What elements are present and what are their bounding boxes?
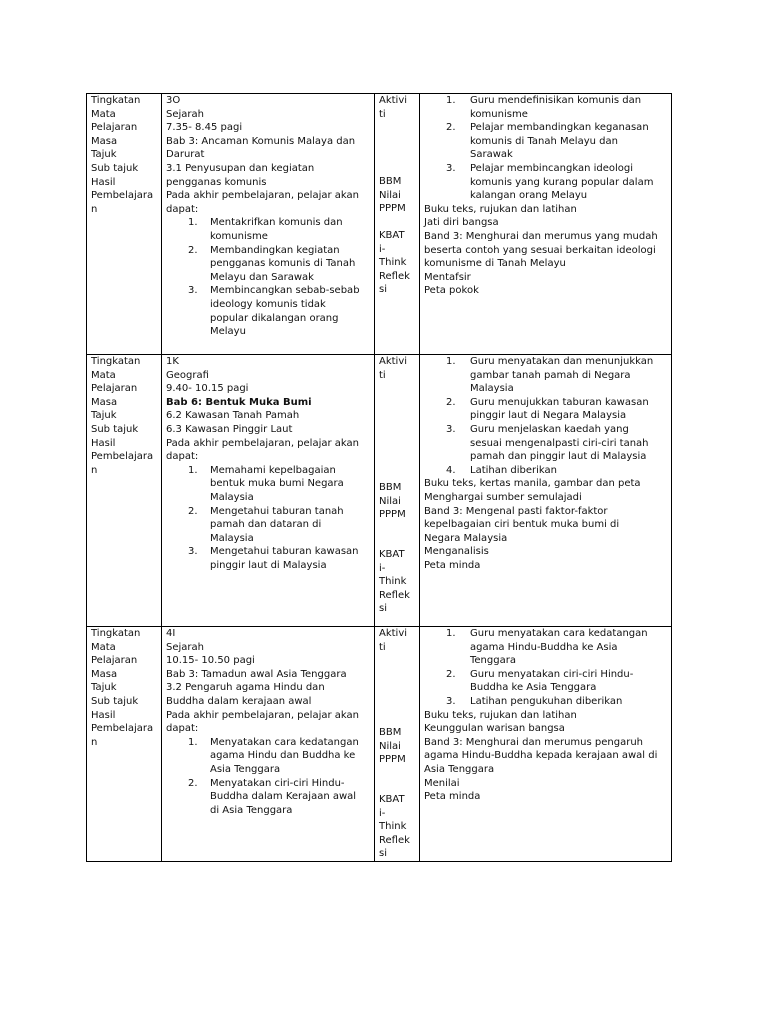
topic-line: Darurat — [166, 149, 205, 161]
row-label: Mata — [91, 369, 116, 381]
resource-line: Band 3: Mengenal pasti faktor-faktor — [424, 505, 608, 517]
learning-outcome — [166, 284, 370, 338]
aktiviti-label: ti — [379, 641, 386, 653]
activity-step — [424, 396, 667, 423]
spacer — [379, 382, 415, 481]
learning-outcome-line: Menyatakan cara kedatangan — [210, 736, 359, 748]
activity-step-line: Malaysia — [470, 383, 514, 395]
kbat-label: si — [379, 848, 387, 860]
component-column — [375, 94, 420, 355]
activity-step — [424, 121, 667, 162]
list-number: 2. — [446, 668, 456, 680]
label-column — [87, 355, 162, 627]
spacer — [379, 216, 415, 229]
activity-step-line: Guru menujukkan taburan kawasan — [470, 396, 649, 408]
activity-step-line: kalangan orang Melayu — [470, 190, 588, 202]
class-name: 4I — [166, 628, 176, 639]
learning-outcome-line: ideology komunis tidak — [210, 298, 326, 310]
activity-step — [424, 627, 667, 668]
resource-line: Menilai — [424, 777, 460, 789]
list-number: 2. — [446, 396, 456, 408]
row-label: Tingkatan — [91, 628, 141, 639]
activity-step-line: agama Hindu-Buddha ke Asia — [470, 641, 618, 653]
list-number: 1. — [446, 95, 456, 106]
lesson-row — [87, 94, 672, 355]
row-label: Pembelajara — [91, 190, 154, 202]
resource-line: Buku teks, rujukan dan latihan — [424, 709, 577, 721]
list-number: 2. — [188, 777, 198, 789]
learning-outcome-line: Malaysia — [210, 491, 254, 503]
time-slot: 7.35- 8.45 pagi — [166, 122, 243, 134]
activity-step — [424, 355, 667, 396]
resource-line: Buku teks, rujukan dan latihan — [424, 203, 577, 215]
activity-step-line: pamah dan pinggir laut di Malaysia — [470, 451, 647, 463]
lesson-row — [87, 627, 672, 862]
row-label: Pelajaran — [91, 655, 138, 667]
topic-line: Bab 6: Bentuk Muka Bumi — [166, 396, 312, 408]
content-column — [162, 94, 375, 355]
kbat-label: KBAT — [379, 548, 405, 560]
learning-outcome-line: di Asia Tenggara — [210, 804, 293, 816]
list-number: 3. — [446, 162, 456, 174]
activity-step-list — [424, 355, 667, 477]
resource-line: Peta minda — [424, 791, 481, 803]
aktiviti-label: ti — [379, 108, 386, 120]
resource-line: Negara Malaysia — [424, 532, 508, 544]
activity-step — [424, 464, 667, 478]
list-number: 1. — [188, 217, 198, 229]
activity-step — [424, 162, 667, 203]
activity-column — [420, 627, 672, 862]
learning-outcome-line: Memahami kepelbagaian — [210, 464, 336, 476]
activity-step-line: Latihan diberikan — [470, 464, 557, 476]
lesson-plan-table — [86, 93, 672, 862]
kbat-label: Reflek — [379, 270, 410, 282]
component-column — [375, 627, 420, 862]
bbm-label: Nilai — [379, 495, 401, 507]
bbm-label: BBM — [379, 727, 402, 739]
learning-outcome-line: Mentakrifkan komunis dan — [210, 217, 343, 229]
activity-step — [424, 94, 667, 121]
row-label: Mata — [91, 641, 116, 653]
row-label: Hasil — [91, 176, 116, 188]
resource-line: Band 3: Menghurai dan merumus pengaruh — [424, 736, 644, 748]
list-number: 3. — [188, 285, 198, 297]
learning-outcome-line: Menyatakan ciri-ciri Hindu- — [210, 777, 345, 789]
learning-outcome-line: Buddha dalam Kerajaan awal — [210, 791, 357, 803]
lesson-row — [87, 355, 672, 627]
outcome-intro-line: Pada akhir pembelajaran, pelajar akan — [166, 437, 359, 449]
row-label: Pembelajara — [91, 723, 154, 735]
aktiviti-label: Aktivi — [379, 628, 408, 639]
row-label: Tingkatan — [91, 95, 141, 106]
list-number: 4. — [446, 464, 456, 476]
spacer — [379, 121, 415, 175]
spacer — [379, 654, 415, 726]
time-slot: 10.15- 10.50 pagi — [166, 655, 255, 667]
kbat-label: Reflek — [379, 589, 410, 601]
learning-outcome-line: Melayu dan Sarawak — [210, 271, 314, 283]
kbat-label: Think — [379, 576, 407, 588]
outcome-intro-line: Pada akhir pembelajaran, pelajar akan — [166, 190, 359, 202]
activity-step-line: Guru menyatakan ciri-ciri Hindu- — [470, 668, 634, 680]
label-column — [87, 627, 162, 862]
aktiviti-label: Aktivi — [379, 95, 408, 106]
list-number: 1. — [446, 628, 456, 639]
spacer — [379, 522, 415, 548]
list-number: 2. — [188, 244, 198, 256]
learning-outcome-list — [166, 736, 370, 818]
resource-line: Keunggulan warisan bangsa — [424, 723, 565, 735]
resource-line: kepelbagaian ciri bentuk muka bumi di — [424, 519, 620, 531]
activity-column — [420, 94, 672, 355]
activity-step-line: komunisme — [470, 108, 528, 120]
activity-step-line: Guru menjelaskan kaedah yang — [470, 423, 629, 435]
row-label: n — [91, 736, 98, 748]
aktiviti-label: ti — [379, 369, 386, 381]
kbat-label: KBAT — [379, 793, 405, 805]
kbat-label: i- — [379, 243, 386, 255]
activity-step-line: Guru menyatakan cara kedatangan — [470, 628, 648, 639]
topic-line: Bab 3: Ancaman Komunis Malaya dan — [166, 135, 356, 147]
resource-line: Peta pokok — [424, 285, 479, 297]
list-number: 3. — [446, 695, 456, 707]
list-number: 3. — [188, 546, 198, 558]
learning-outcome — [166, 736, 370, 777]
learning-outcome-line: Membandingkan kegiatan — [210, 244, 340, 256]
row-label: Pelajaran — [91, 383, 138, 395]
subject-name: Sejarah — [166, 108, 204, 120]
activity-step-line: komunis di Tanah Melayu dan — [470, 135, 618, 147]
resource-line: beserta contoh yang sesuai berkaitan ideologi — [424, 244, 656, 256]
row-label: Pembelajara — [91, 451, 154, 463]
list-number: 1. — [446, 356, 456, 367]
spacer — [379, 767, 415, 793]
activity-step-line: pinggir laut di Negara Malaysia — [470, 410, 627, 422]
outcome-intro-line: dapat: — [166, 723, 199, 735]
content-column — [162, 627, 375, 862]
row-label: Tajuk — [91, 410, 117, 422]
learning-outcome-line: agama Hindu dan Buddha ke — [210, 750, 356, 762]
learning-outcome-line: Mengetahui taburan tanah — [210, 505, 344, 517]
list-number: 2. — [188, 505, 198, 517]
activity-step-line: Sarawak — [470, 149, 513, 161]
list-number: 2. — [446, 122, 456, 134]
resource-line: Peta minda — [424, 559, 481, 571]
resource-line: Mentafsir — [424, 271, 471, 283]
learning-outcome — [166, 216, 370, 243]
list-number: 3. — [446, 423, 456, 435]
learning-outcome — [166, 244, 370, 285]
learning-outcome-line: Malaysia — [210, 532, 254, 544]
subtopic-line: 6.3 Kawasan Pinggir Laut — [166, 423, 293, 435]
learning-outcome — [166, 464, 370, 505]
resource-line: Menganalisis — [424, 546, 489, 558]
learning-outcome-line: pamah dan dataran di — [210, 519, 322, 531]
activity-step — [424, 423, 667, 464]
resource-line: komunisme di Tanah Melayu — [424, 258, 566, 270]
subtopic-line: 6.2 Kawasan Tanah Pamah — [166, 410, 300, 422]
bbm-label: PPPM — [379, 509, 406, 521]
row-label: Pelajaran — [91, 122, 138, 134]
bbm-label: PPPM — [379, 203, 406, 215]
row-label: Masa — [91, 668, 118, 680]
activity-step-line: gambar tanah pamah di Negara — [470, 369, 631, 381]
activity-step-line: Guru mendefinisikan komunis dan — [470, 95, 642, 106]
activity-step-list — [424, 627, 667, 709]
activity-step-line: Pelajar membincangkan ideologi — [470, 162, 634, 174]
row-label: Tajuk — [91, 149, 117, 161]
activity-step-line: Buddha ke Asia Tenggara — [470, 682, 597, 694]
kbat-label: i- — [379, 562, 386, 574]
row-label: Masa — [91, 135, 118, 147]
aktiviti-label: Aktivi — [379, 356, 408, 367]
learning-outcome-line: popular dikalangan orang — [210, 312, 339, 324]
resource-line: Menghargai sumber semulajadi — [424, 491, 582, 503]
outcome-intro-line: dapat: — [166, 451, 199, 463]
kbat-label: si — [379, 284, 387, 296]
subject-name: Sejarah — [166, 641, 204, 653]
subtopic-line: pengganas komunis — [166, 176, 267, 188]
kbat-label: KBAT — [379, 229, 405, 241]
activity-step — [424, 668, 667, 695]
subject-name: Geografi — [166, 369, 209, 381]
bbm-label: BBM — [379, 176, 402, 188]
subtopic-line: 3.1 Penyusupan dan kegiatan — [166, 162, 315, 174]
class-name: 1K — [166, 356, 179, 367]
bbm-label: BBM — [379, 482, 402, 494]
activity-step-line: Tenggara — [470, 655, 516, 667]
content-column — [162, 355, 375, 627]
bbm-label: Nilai — [379, 189, 401, 201]
learning-outcome-list — [166, 216, 370, 338]
row-label: Hasil — [91, 709, 116, 721]
row-label: Sub tajuk — [91, 162, 139, 174]
class-name: 3O — [166, 95, 181, 106]
activity-step-line: Guru menyatakan dan menunjukkan — [470, 356, 654, 367]
activity-step-line: sesuai mengenalpasti ciri-ciri tanah — [470, 437, 649, 449]
learning-outcome-line: Melayu — [210, 326, 246, 338]
learning-outcome-line: komunisme — [210, 230, 268, 242]
kbat-label: Reflek — [379, 834, 410, 846]
kbat-label: i- — [379, 807, 386, 819]
learning-outcome-line: Membincangkan sebab-sebab — [210, 285, 360, 297]
row-label: Tajuk — [91, 682, 117, 694]
time-slot: 9.40- 10.15 pagi — [166, 383, 249, 395]
resource-line: Asia Tenggara — [424, 763, 495, 775]
learning-outcome-line: Asia Tenggara — [210, 763, 281, 775]
learning-outcome-list — [166, 464, 370, 573]
outcome-intro-line: Pada akhir pembelajaran, pelajar akan — [166, 709, 359, 721]
outcome-intro-line: dapat: — [166, 203, 199, 215]
learning-outcome-line: bentuk muka bumi Negara — [210, 478, 344, 490]
row-label: n — [91, 203, 98, 215]
subtopic-line: 3.2 Pengaruh agama Hindu dan — [166, 682, 325, 694]
resource-line: agama Hindu-Buddha kepada kerajaan awal di — [424, 750, 658, 762]
learning-outcome-line: Mengetahui taburan kawasan — [210, 546, 359, 558]
row-label: Sub tajuk — [91, 695, 139, 707]
row-label: n — [91, 464, 98, 476]
kbat-label: Think — [379, 257, 407, 269]
activity-step-line: Pelajar membandingkan keganasan — [470, 122, 649, 134]
activity-step — [424, 695, 667, 709]
row-label: Masa — [91, 396, 118, 408]
row-label: Tingkatan — [91, 356, 141, 367]
activity-step-list — [424, 94, 667, 203]
label-column — [87, 94, 162, 355]
kbat-label: si — [379, 603, 387, 615]
learning-outcome-line: pinggir laut di Malaysia — [210, 559, 327, 571]
kbat-label: Think — [379, 821, 407, 833]
learning-outcome — [166, 777, 370, 818]
bbm-label: Nilai — [379, 740, 401, 752]
activity-step-line: komunis yang kurang popular dalam — [470, 176, 654, 188]
row-label: Sub tajuk — [91, 423, 139, 435]
list-number: 1. — [188, 464, 198, 476]
resource-line: Buku teks, kertas manila, gambar dan peta — [424, 478, 641, 490]
resource-line: Jati diri bangsa — [424, 217, 499, 229]
bbm-label: PPPM — [379, 754, 406, 766]
row-label: Hasil — [91, 437, 116, 449]
list-number: 1. — [188, 736, 198, 748]
component-column — [375, 355, 420, 627]
activity-column — [420, 355, 672, 627]
row-label: Mata — [91, 108, 116, 120]
learning-outcome-line: pengganas komunis di Tanah — [210, 258, 356, 270]
topic-line: Bab 3: Tamadun awal Asia Tenggara — [166, 668, 347, 680]
subtopic-line: Buddha dalam kerajaan awal — [166, 695, 312, 707]
resource-line: Band 3: Menghurai dan merumus yang mudah — [424, 230, 658, 242]
learning-outcome — [166, 505, 370, 546]
activity-step-line: Latihan pengukuhan diberikan — [470, 695, 623, 707]
learning-outcome — [166, 545, 370, 572]
